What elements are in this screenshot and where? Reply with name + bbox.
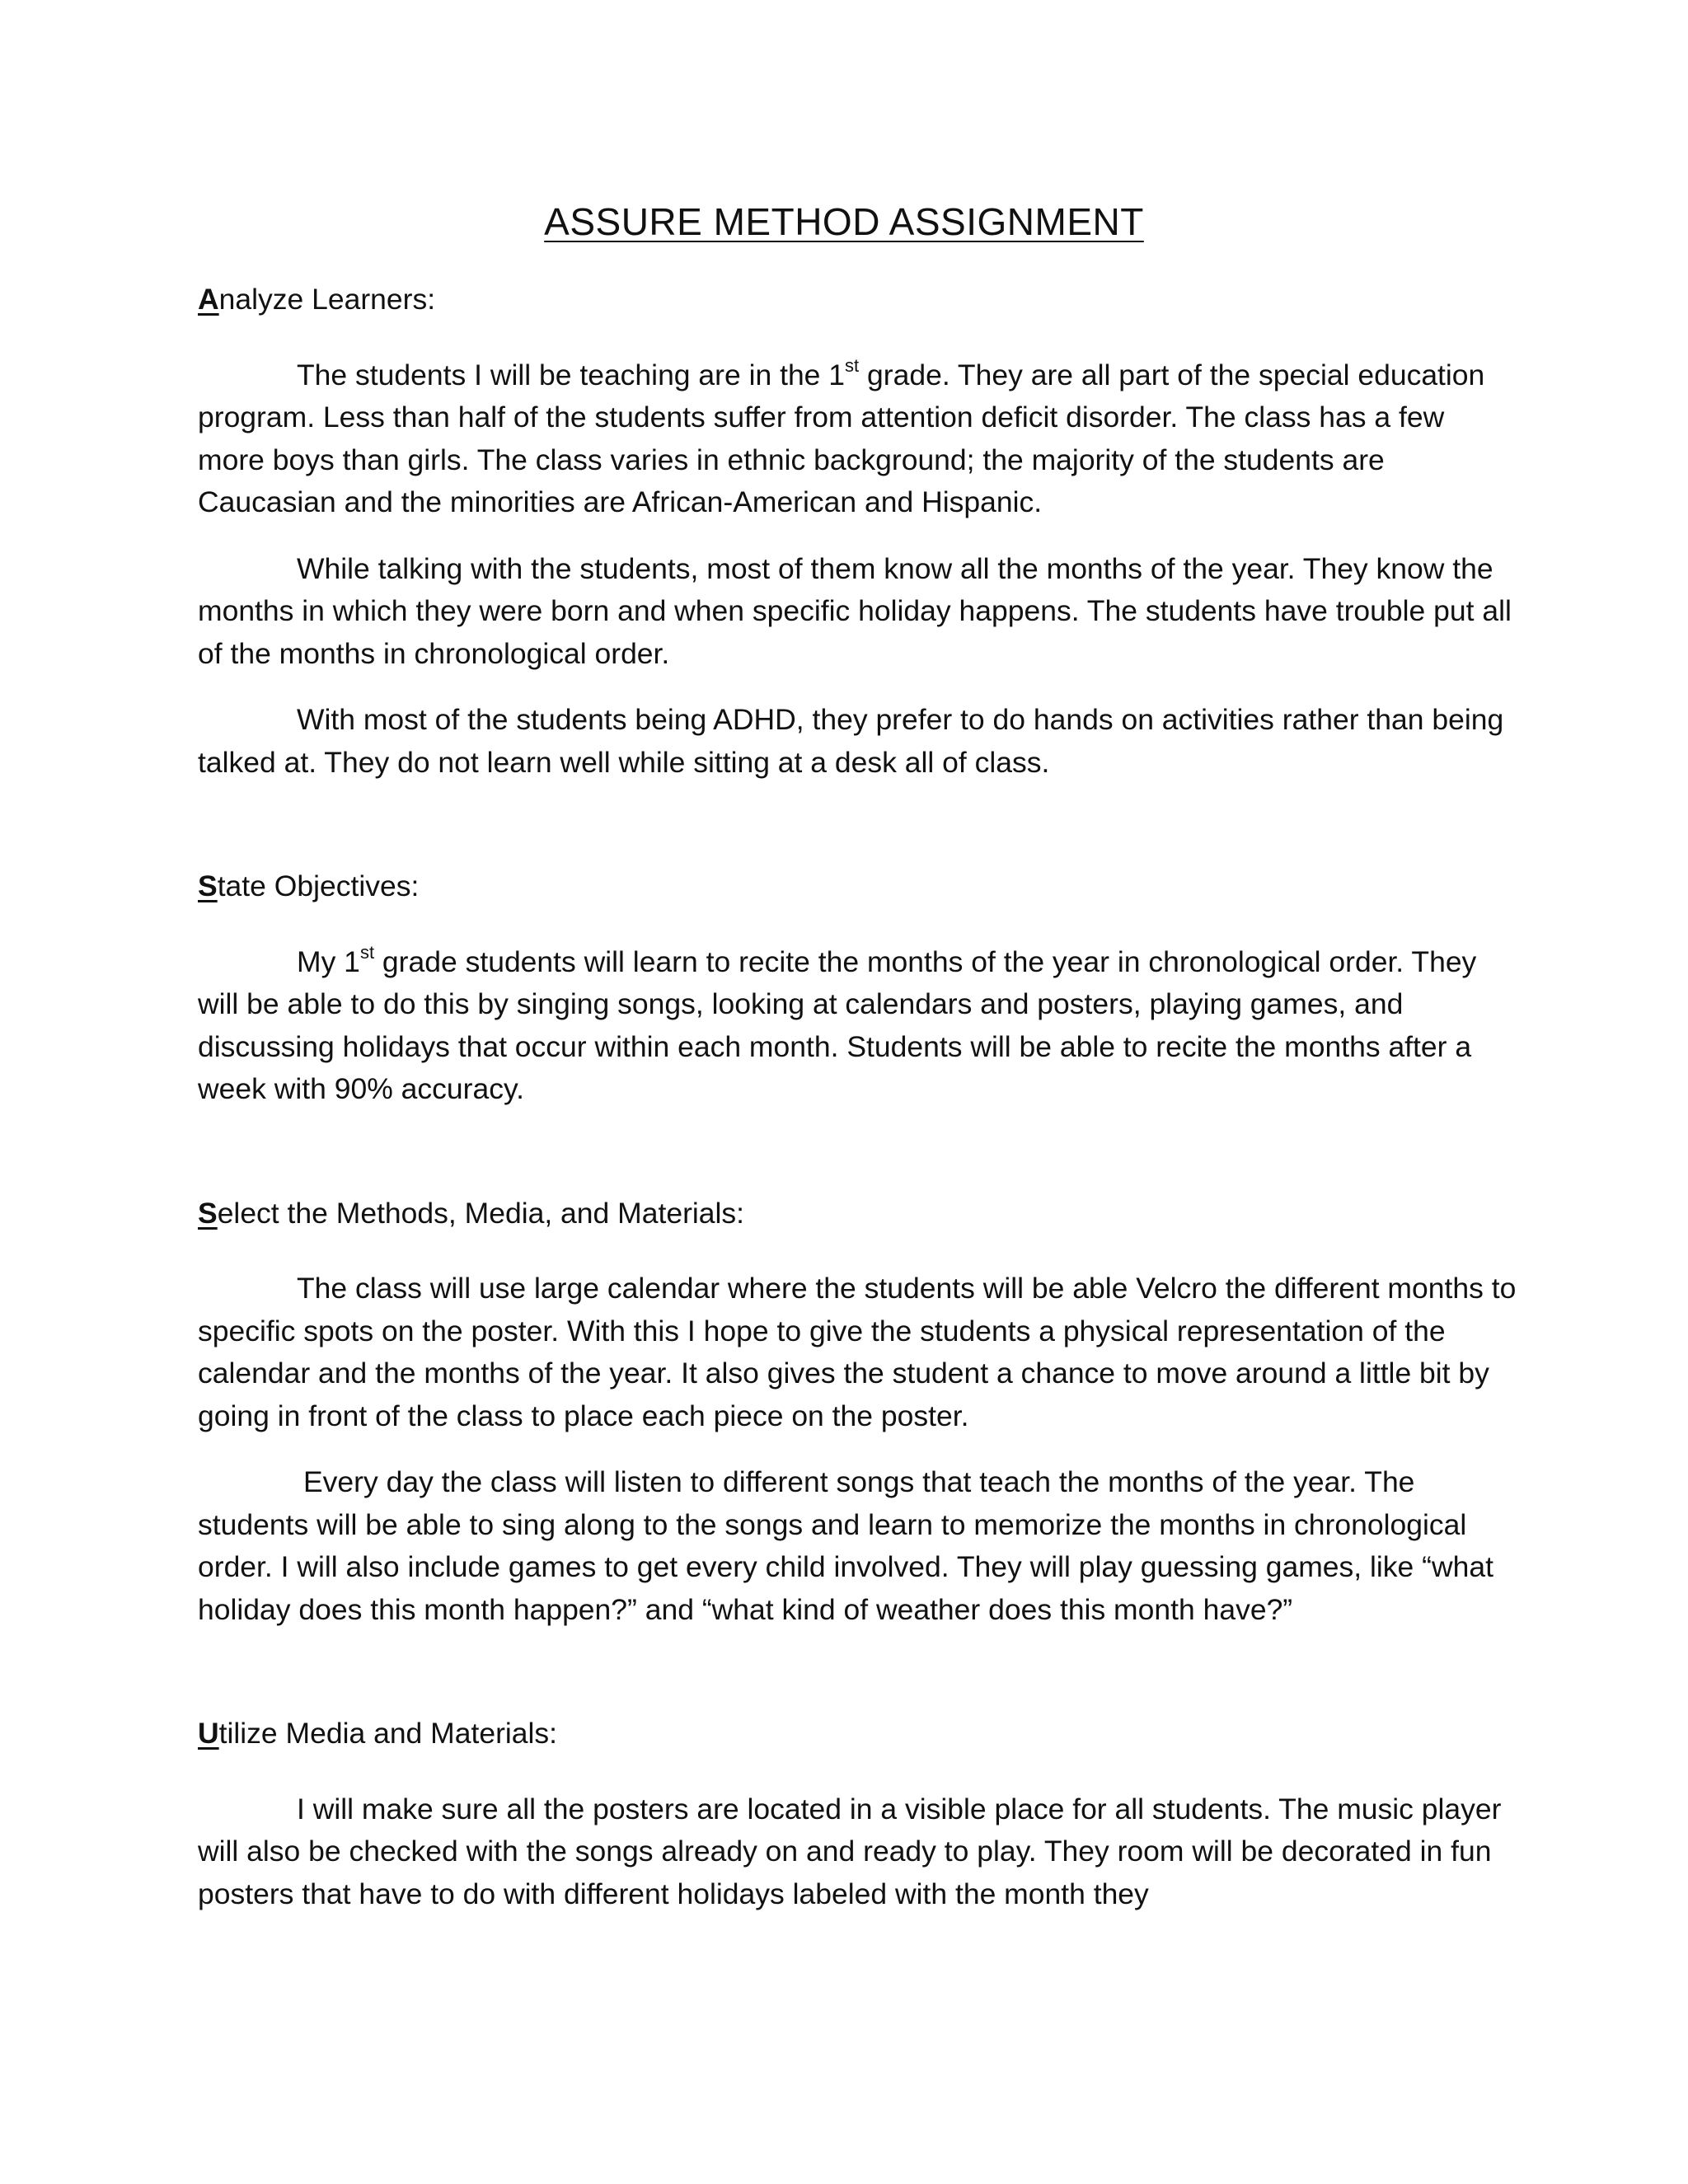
document-body — [198, 279, 1517, 1939]
section-heading — [198, 1193, 1517, 1235]
heading-text: tilize Media and Materials: — [218, 1717, 558, 1750]
paragraph: The class will use large calendar where the students will be able Velcro the different months to specific spots on the poster. With this I hope to give the students a physical representation of the calendar and the months of the year. It also gives the student a chance to move around a little bit by going in front of the class to place each piece on the poster. — [198, 1272, 1517, 1432]
section-select-methods — [198, 1193, 1517, 1632]
paragraph: While talking with the students, most of them know all the months of the year. They know the months in which they were born and when specific holiday happens. The students have trouble put all of the months in chronological order. — [198, 551, 1512, 670]
section-heading — [198, 865, 1517, 908]
heading-initial: S — [198, 869, 218, 902]
section-state-objectives — [198, 865, 1517, 1111]
section-heading — [198, 1713, 1517, 1755]
paragraph-text: grade students will learn to recite the months of the year in chronological order. They will be able to do this by singing songs, looking at calendars and posters, playing games, and discussing holidays that occur within each month. Students will be able to recite the months after a week with 90% accuracy. — [198, 944, 1477, 1105]
heading-initial: U — [198, 1717, 219, 1750]
paragraph-text: My 1 — [297, 944, 360, 978]
paragraph: Every day the class will listen to different songs that teach the months of the year. The students will be able to sing along to the songs and learn to memorize the months in chronological order. I will also include games to get every child involved. They will play guessing games, like “what holiday does this month happen?” and “what kind of weather does this month have?” — [198, 1465, 1493, 1626]
section-heading — [198, 279, 1517, 321]
heading-text: tate Objectives: — [217, 869, 420, 902]
section-spacer — [198, 808, 1517, 865]
paragraph-text: grade. They are all part of the special education program. Less than half of the students suffer from attention deficit disorder. The class has a few more boys than girls. The class varies in ethnic background; the majority of the students are Caucasian and the minorities are African-American and Hispanic. — [198, 358, 1485, 518]
heading-text: elect the Methods, Media, and Materials: — [217, 1196, 745, 1230]
paragraph-text: The students I will be teaching are in the 1 — [297, 358, 846, 391]
ordinal-suffix: st — [845, 354, 860, 376]
heading-initial: A — [198, 283, 219, 316]
section-analyze-learners — [198, 279, 1517, 784]
section-utilize-media — [198, 1713, 1517, 1915]
section-spacer — [198, 1655, 1517, 1713]
paragraph: With most of the students being ADHD, they prefer to do hands on activities rather than being talked at. They do not learn well while sitting at a desk all of class. — [198, 703, 1504, 779]
heading-text: nalyze Learners: — [218, 283, 436, 316]
section-spacer — [198, 1135, 1517, 1193]
ordinal-suffix: st — [359, 941, 375, 963]
paragraph — [198, 354, 1517, 524]
document-title: ASSURE METHOD ASSIGNMENT — [544, 200, 1144, 243]
paragraph: I will make sure all the posters are located in a visible place for all students. The music player will also be checked with the songs already on and ready to play. They room will be decorated in fun posters that have to do with different holidays labeled with the month they — [198, 1792, 1502, 1910]
heading-initial: S — [198, 1196, 218, 1230]
paragraph — [198, 941, 1517, 1111]
